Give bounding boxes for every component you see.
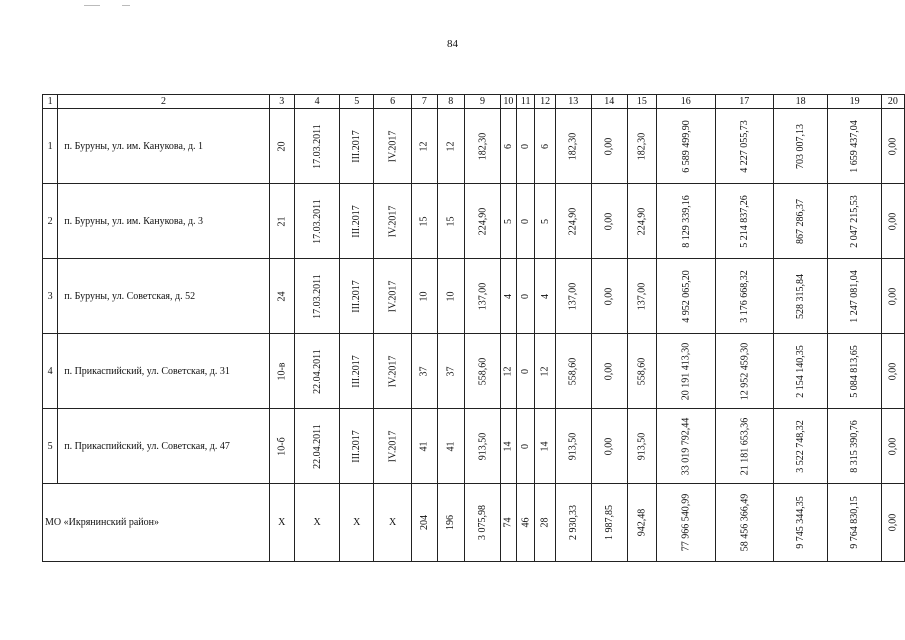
cell-text: 0,00: [887, 362, 899, 380]
scan-mark-2: [122, 5, 130, 6]
table-cell: [881, 109, 904, 184]
cell-text: 10-б: [276, 436, 288, 456]
table-cell: [516, 334, 535, 409]
column-number: 19: [828, 95, 882, 109]
table-cell: [373, 409, 411, 484]
address-cell: п. Буруны, ул. им. Канукова, д. 1: [58, 109, 269, 184]
table-cell: [627, 334, 656, 409]
table-cell: [269, 259, 294, 334]
cell-text: 12 952 459,30: [738, 342, 750, 400]
cell-text: 4: [539, 293, 551, 299]
cell-text: 8 315 390,76: [849, 419, 861, 473]
table-cell: [500, 409, 516, 484]
cell-text: 46: [520, 517, 532, 528]
table-cell: [340, 259, 374, 334]
table-cell: [437, 409, 464, 484]
cell-text: 0: [520, 293, 532, 299]
page-number: 84: [447, 38, 458, 50]
column-number: 6: [373, 95, 411, 109]
cell-text: 703 007,13: [795, 123, 807, 169]
cell-text: 558,60: [636, 357, 648, 385]
cell-text: 182,30: [636, 132, 648, 160]
table-row: [43, 409, 905, 484]
cell-text: 528 315,84: [795, 273, 807, 319]
row-number: 4: [43, 334, 58, 409]
cell-text: III.2017: [351, 354, 363, 388]
table-cell: [657, 334, 716, 409]
table-cell: [881, 484, 904, 562]
cell-text: 6: [539, 143, 551, 149]
cell-text: 20: [276, 141, 288, 151]
column-number-row: [43, 95, 905, 109]
table-cell: [464, 334, 500, 409]
table-cell: [294, 259, 340, 334]
table-cell: [627, 484, 656, 562]
cell-text: 942,48: [636, 508, 648, 537]
table-cell: [464, 109, 500, 184]
cell-text: 21 181 653,36: [738, 417, 750, 475]
cell-text: 15: [418, 216, 430, 226]
cell-text: 12: [539, 366, 551, 376]
cell-text: X: [278, 517, 286, 528]
table-cell: [881, 259, 904, 334]
cell-text: X: [389, 517, 397, 528]
cell-text: 5: [502, 218, 514, 224]
cell-text: 0,00: [887, 513, 899, 532]
table-cell: [464, 184, 500, 259]
cell-text: 3 522 748,32: [795, 419, 807, 473]
table-cell: [774, 334, 828, 409]
table-cell: [657, 409, 716, 484]
table-cell: [657, 259, 716, 334]
table-cell: [828, 409, 882, 484]
cell-text: 913,50: [567, 432, 579, 460]
table-cell: [294, 484, 340, 562]
cell-text: 137,00: [567, 282, 579, 310]
column-number: 1: [43, 95, 58, 109]
table-cell: [828, 109, 882, 184]
cell-text: 4 227 055,73: [738, 119, 750, 173]
cell-text: 5 214 837,26: [738, 194, 750, 248]
table-cell: [412, 184, 437, 259]
column-number: 11: [516, 95, 535, 109]
cell-text: 10: [445, 291, 457, 301]
table-cell: [464, 409, 500, 484]
column-number: 5: [340, 95, 374, 109]
table-cell: [555, 184, 591, 259]
column-number: 4: [294, 95, 340, 109]
cell-text: 0,00: [887, 212, 899, 230]
cell-text: 4 952 065,20: [680, 269, 692, 323]
cell-text: 0,00: [603, 137, 615, 155]
table-cell: [774, 259, 828, 334]
cell-text: 2 930,33: [567, 505, 579, 540]
table-row: [43, 334, 905, 409]
table-cell: [715, 484, 774, 562]
cell-text: 17.03.2011: [311, 198, 323, 244]
table-cell: [828, 259, 882, 334]
table-cell: [555, 409, 591, 484]
cell-text: 33 019 792,44: [680, 417, 692, 475]
cell-text: 0: [520, 143, 532, 149]
table-cell: [627, 409, 656, 484]
table-cell: [294, 109, 340, 184]
table-cell: [516, 409, 535, 484]
cell-text: 41: [445, 441, 457, 451]
row-number: 1: [43, 109, 58, 184]
column-number: 18: [774, 95, 828, 109]
table-row: [43, 259, 905, 334]
cell-text: 41: [418, 441, 430, 451]
table-cell: [535, 409, 555, 484]
cell-text: 1 659 437,04: [849, 119, 861, 173]
table-cell: [627, 259, 656, 334]
cell-text: 224,90: [567, 207, 579, 235]
cell-text: 0,00: [887, 287, 899, 305]
cell-text: 58 456 366,49: [738, 493, 750, 552]
table-cell: [294, 334, 340, 409]
column-number: 20: [881, 95, 904, 109]
cell-text: IV.2017: [387, 280, 399, 312]
table-cell: [657, 484, 716, 562]
table-cell: [555, 484, 591, 562]
cell-text: 10: [418, 291, 430, 301]
table-cell: [535, 334, 555, 409]
cell-text: 137,00: [636, 282, 648, 310]
row-number: 2: [43, 184, 58, 259]
cell-text: 10-в: [276, 361, 288, 381]
cell-text: 0,00: [887, 437, 899, 455]
cell-text: IV.2017: [387, 205, 399, 237]
cell-text: 182,30: [476, 132, 488, 160]
address-cell: п. Буруны, ул. им. Канукова, д. 3: [58, 184, 269, 259]
table-cell: [464, 259, 500, 334]
cell-text: III.2017: [351, 429, 363, 463]
cell-text: 20 191 413,30: [680, 342, 692, 400]
table-cell: [555, 109, 591, 184]
table-cell: [555, 334, 591, 409]
table-cell: [340, 184, 374, 259]
cell-text: 74: [502, 517, 514, 528]
cell-text: 12: [445, 141, 457, 151]
table-cell: [373, 334, 411, 409]
cell-text: 4: [502, 293, 514, 299]
column-number: 13: [555, 95, 591, 109]
cell-text: 5 084 813,65: [849, 344, 861, 398]
table-cell: [535, 259, 555, 334]
table-cell: [715, 184, 774, 259]
table-cell: [516, 184, 535, 259]
table-cell: [828, 484, 882, 562]
table-cell: [340, 484, 374, 562]
table-cell: [627, 184, 656, 259]
table-cell: [269, 334, 294, 409]
table-cell: [373, 259, 411, 334]
table-cell: [535, 484, 555, 562]
table-cell: [715, 259, 774, 334]
table-cell: [373, 109, 411, 184]
cell-text: 558,60: [567, 357, 579, 385]
cell-text: 2 047 215,53: [849, 194, 861, 248]
table-cell: [881, 334, 904, 409]
total-label: МО «Икрянинский район»: [43, 484, 270, 562]
cell-text: X: [313, 517, 321, 528]
table-cell: [555, 259, 591, 334]
column-number: 15: [627, 95, 656, 109]
cell-text: 0,00: [603, 212, 615, 230]
table-cell: [500, 334, 516, 409]
table-cell: [828, 184, 882, 259]
cell-text: 77 966 540,99: [680, 493, 692, 552]
table-cell: [516, 109, 535, 184]
table-cell: [774, 409, 828, 484]
table-cell: [591, 109, 627, 184]
cell-text: 1 987,85: [603, 505, 615, 540]
table-cell: [657, 184, 716, 259]
table-cell: [591, 259, 627, 334]
table-cell: [591, 409, 627, 484]
cell-text: 9 764 830,15: [849, 496, 861, 549]
table-cell: [412, 484, 437, 562]
cell-text: 913,50: [476, 432, 488, 460]
row-number: 3: [43, 259, 58, 334]
cell-text: III.2017: [351, 204, 363, 238]
table-cell: [715, 334, 774, 409]
cell-text: 913,50: [636, 432, 648, 460]
table-cell: [340, 334, 374, 409]
table-cell: [535, 184, 555, 259]
table-cell: [774, 184, 828, 259]
table-cell: [412, 334, 437, 409]
cell-text: 17.03.2011: [311, 273, 323, 319]
table-cell: [412, 409, 437, 484]
column-number: 8: [437, 95, 464, 109]
table-cell: [340, 409, 374, 484]
table-cell: [535, 109, 555, 184]
table-cell: [500, 109, 516, 184]
cell-text: 12: [502, 366, 514, 376]
scan-mark-1: [84, 5, 100, 6]
cell-text: 21: [276, 216, 288, 226]
table-cell: [774, 109, 828, 184]
cell-text: 224,90: [476, 207, 488, 235]
cell-text: 8 129 339,16: [680, 194, 692, 248]
cell-text: 22.04.2011: [311, 423, 323, 469]
column-number: 7: [412, 95, 437, 109]
row-number: 5: [43, 409, 58, 484]
table-cell: [340, 109, 374, 184]
address-cell: п. Прикаспийский, ул. Советская, д. 31: [58, 334, 269, 409]
table-cell: [627, 109, 656, 184]
cell-text: 182,30: [567, 132, 579, 160]
cell-text: 14: [502, 441, 514, 451]
table-cell: [437, 109, 464, 184]
table-cell: [715, 409, 774, 484]
cell-text: 24: [276, 291, 288, 301]
table-cell: [774, 484, 828, 562]
table-cell: [437, 334, 464, 409]
table-cell: [500, 184, 516, 259]
table-cell: [437, 184, 464, 259]
column-number: 12: [535, 95, 555, 109]
cell-text: 5: [539, 218, 551, 224]
cell-text: 3 075,98: [476, 505, 488, 540]
cell-text: 12: [418, 141, 430, 151]
table-cell: [294, 184, 340, 259]
data-table: [42, 94, 905, 562]
cell-text: 204: [418, 515, 430, 530]
table-cell: [516, 484, 535, 562]
table-cell: [412, 259, 437, 334]
cell-text: 14: [539, 441, 551, 451]
cell-text: 37: [445, 366, 457, 376]
cell-text: III.2017: [351, 129, 363, 163]
table-cell: [591, 334, 627, 409]
cell-text: IV.2017: [387, 430, 399, 462]
cell-text: 137,00: [476, 282, 488, 310]
cell-text: 196: [445, 515, 457, 530]
table-cell: [437, 484, 464, 562]
column-number: 9: [464, 95, 500, 109]
cell-text: 0,00: [603, 437, 615, 455]
cell-text: IV.2017: [387, 130, 399, 162]
table-cell: [373, 184, 411, 259]
table-cell: [269, 409, 294, 484]
cell-text: 3 176 668,32: [738, 269, 750, 323]
cell-text: 15: [445, 216, 457, 226]
column-number: 14: [591, 95, 627, 109]
table-cell: [516, 259, 535, 334]
table-cell: [437, 259, 464, 334]
cell-text: 2 154 140,35: [795, 344, 807, 398]
cell-text: 558,60: [476, 357, 488, 385]
cell-text: 0,00: [603, 362, 615, 380]
table-cell: [269, 484, 294, 562]
cell-text: 0: [520, 368, 532, 374]
table-cell: [269, 184, 294, 259]
table-cell: [269, 109, 294, 184]
table-cell: [657, 109, 716, 184]
cell-text: 37: [418, 366, 430, 376]
column-number: 3: [269, 95, 294, 109]
cell-text: 224,90: [636, 207, 648, 235]
table-cell: [715, 109, 774, 184]
table-cell: [412, 109, 437, 184]
cell-text: 0: [520, 443, 532, 449]
table-cell: [591, 484, 627, 562]
cell-text: III.2017: [351, 279, 363, 313]
cell-text: 0,00: [603, 287, 615, 305]
cell-text: X: [353, 517, 361, 528]
table-cell: [500, 484, 516, 562]
cell-text: 0: [520, 218, 532, 224]
cell-text: 867 286,37: [795, 198, 807, 244]
column-number: 2: [58, 95, 269, 109]
address-cell: п. Буруны, ул. Советская, д. 52: [58, 259, 269, 334]
table-cell: [591, 184, 627, 259]
table-cell: [294, 409, 340, 484]
cell-text: 9 745 344,35: [795, 496, 807, 549]
table-cell: [881, 184, 904, 259]
cell-text: 1 247 081,04: [849, 269, 861, 323]
table-cell: [464, 484, 500, 562]
table-cell: [881, 409, 904, 484]
cell-text: 22.04.2011: [311, 348, 323, 394]
cell-text: 28: [539, 517, 551, 528]
cell-text: IV.2017: [387, 355, 399, 387]
cell-text: 0,00: [887, 137, 899, 155]
table-row: [43, 109, 905, 184]
table-cell: [828, 334, 882, 409]
column-number: 10: [500, 95, 516, 109]
column-number: 16: [657, 95, 716, 109]
address-cell: п. Прикаспийский, ул. Советская, д. 47: [58, 409, 269, 484]
cell-text: 6 589 499,90: [680, 119, 692, 173]
column-number: 17: [715, 95, 774, 109]
total-row: [43, 484, 905, 562]
table-row: [43, 184, 905, 259]
cell-text: 6: [502, 143, 514, 149]
table-cell: [500, 259, 516, 334]
table-cell: [373, 484, 411, 562]
cell-text: 17.03.2011: [311, 123, 323, 169]
